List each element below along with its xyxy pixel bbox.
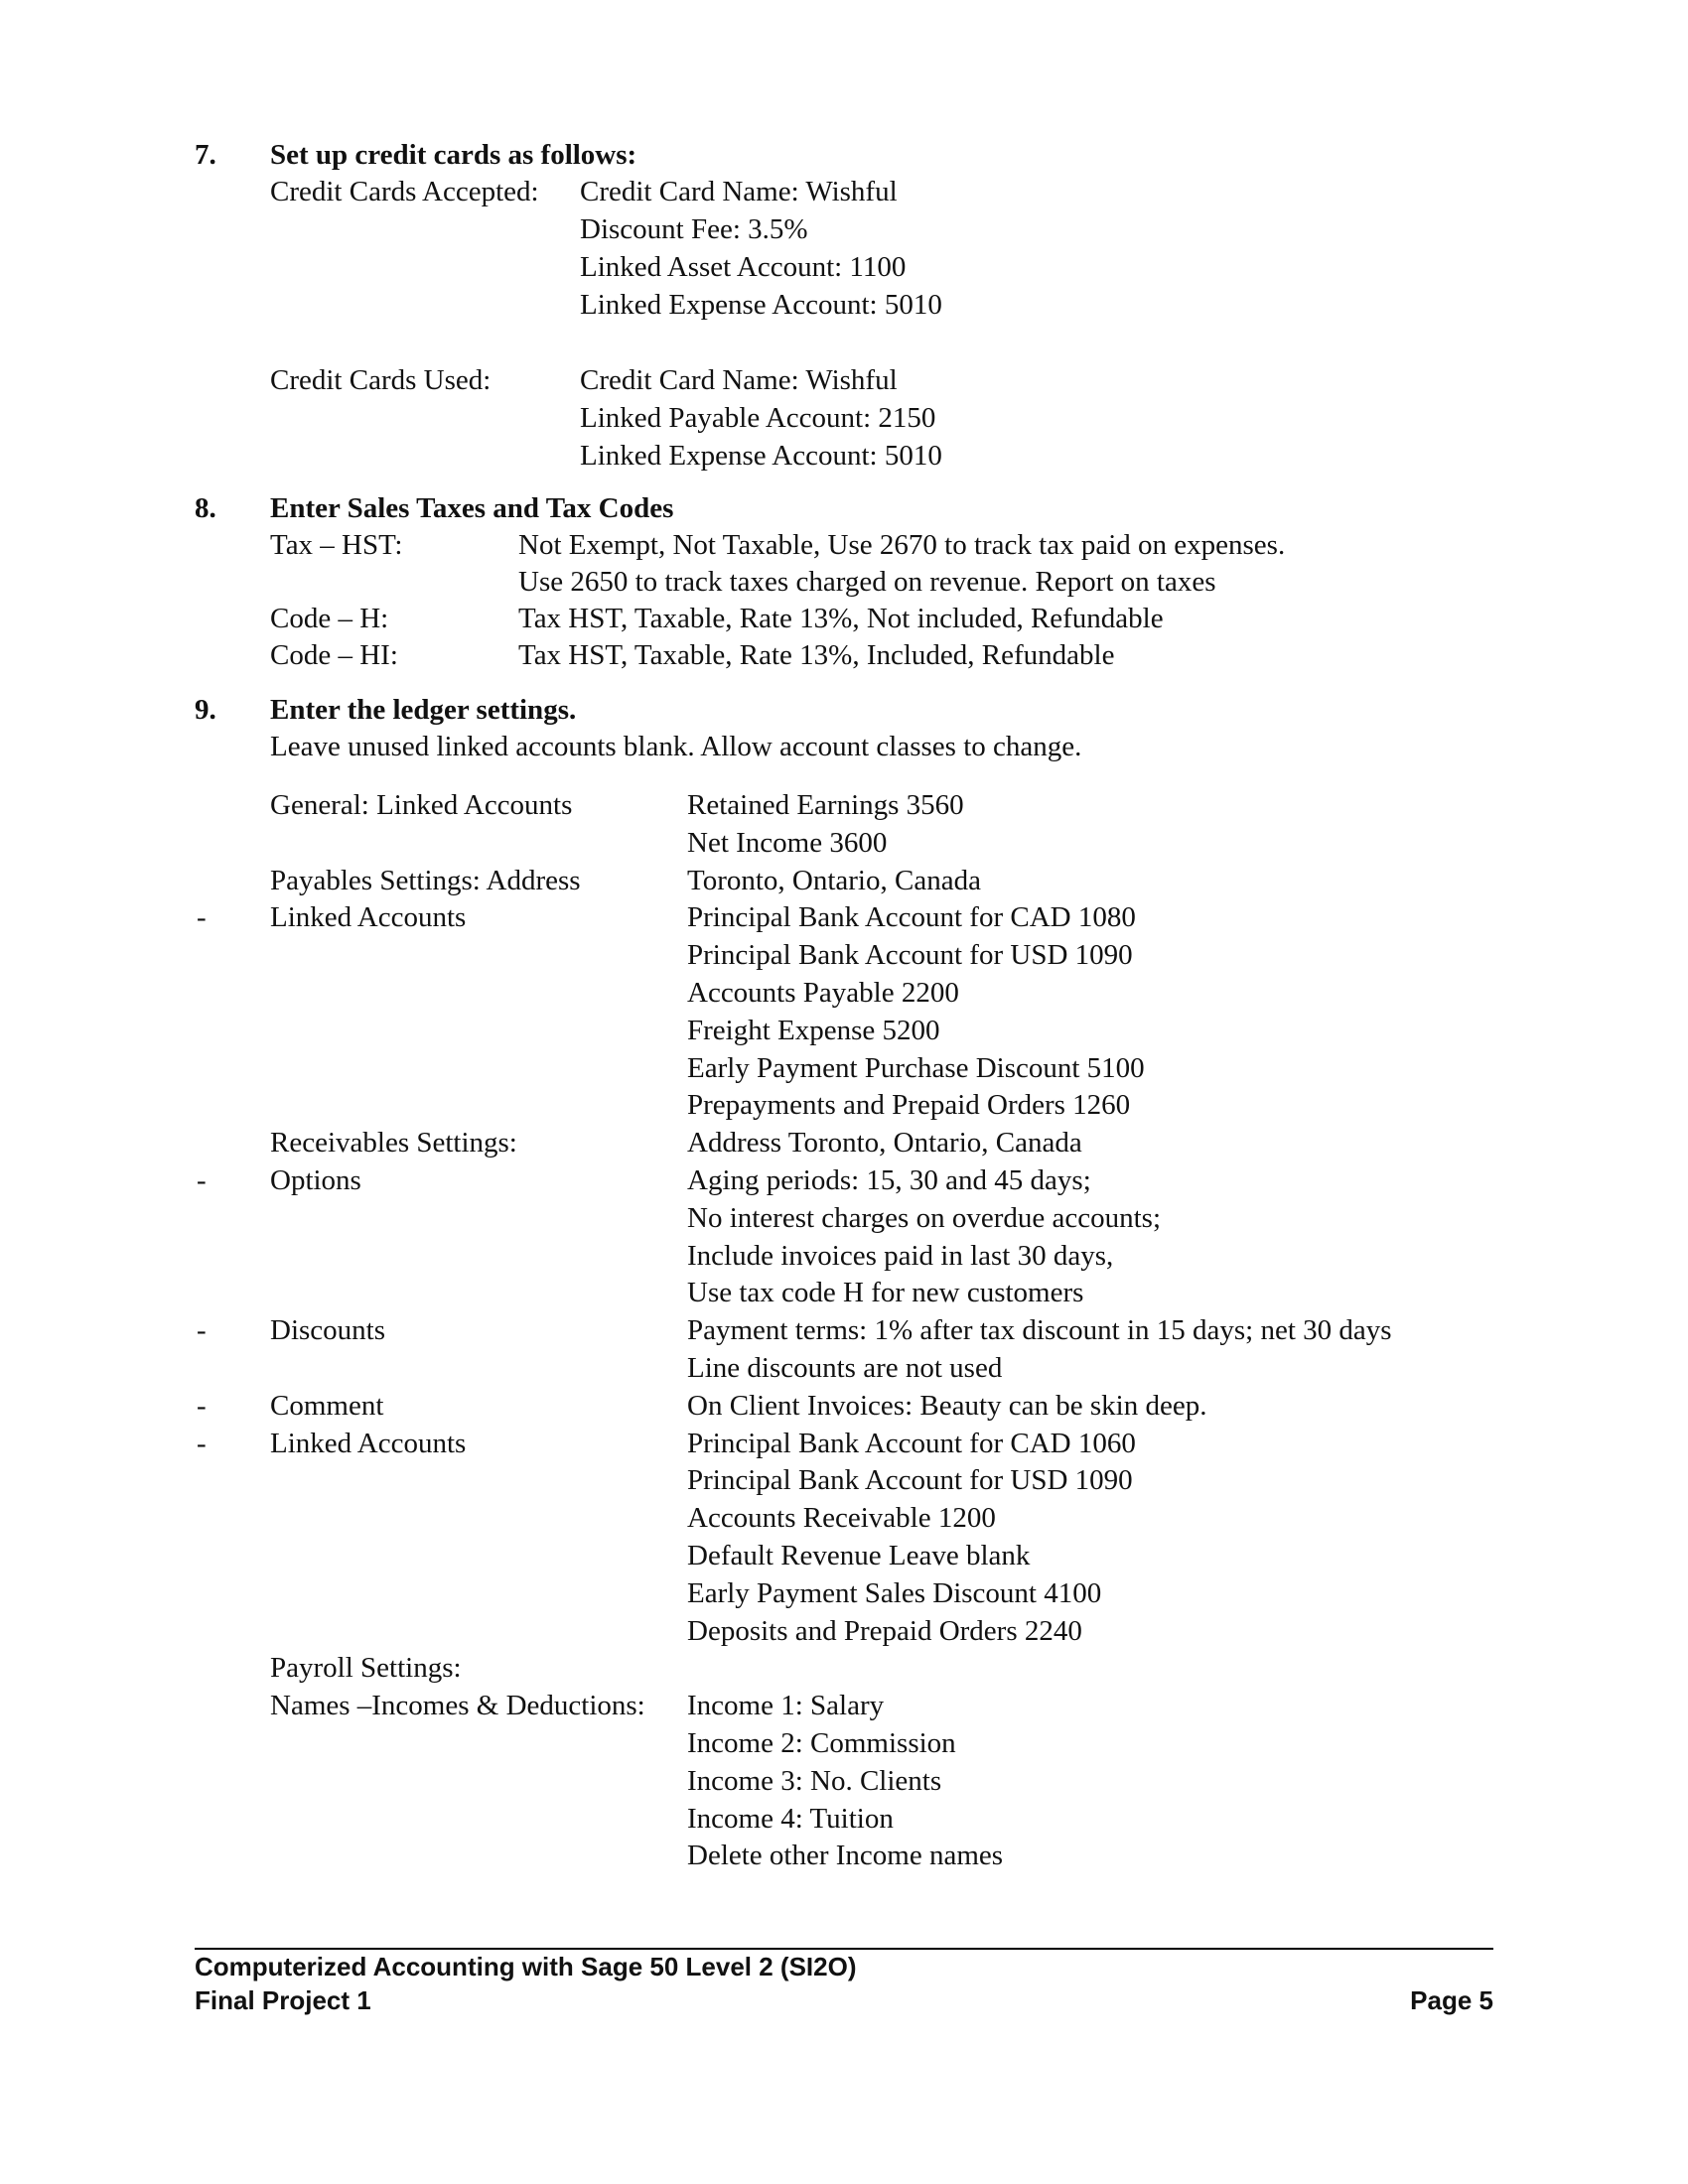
ledger-row-value: Principal Bank Account for USD 1090 <box>687 1464 1133 1496</box>
ledger-row-label: General: Linked Accounts <box>270 789 573 821</box>
step-8-heading: Enter Sales Taxes and Tax Codes <box>270 492 674 524</box>
accepted-line: Linked Expense Account: 5010 <box>580 289 942 321</box>
footer-course-title: Computerized Accounting with Sage 50 Level 2 (SI2O) <box>195 1952 857 1981</box>
ledger-row-value: Default Revenue Leave blank <box>687 1540 1031 1571</box>
ledger-row-value: Income 4: Tuition <box>687 1803 894 1835</box>
step-8-number: 8. <box>195 492 216 524</box>
accepted-line: Discount Fee: 3.5% <box>580 213 808 245</box>
step-9-number: 9. <box>195 694 216 726</box>
ledger-row-value: Principal Bank Account for CAD 1080 <box>687 901 1136 933</box>
step-7-heading: Set up credit cards as follows: <box>270 139 637 171</box>
ledger-row-label: Linked Accounts <box>270 901 467 933</box>
step-9-intro: Leave unused linked accounts blank. Allow account classes to change. <box>270 731 1082 762</box>
ledger-row-value: Use tax code H for new customers <box>687 1277 1084 1308</box>
ledger-row-label: Payables Settings: Address <box>270 865 581 896</box>
tax-row-value: Not Exempt, Not Taxable, Use 2670 to track tax paid on expenses. <box>518 529 1286 561</box>
tax-row-label: Code – HI: <box>270 639 398 671</box>
used-line: Linked Expense Account: 5010 <box>580 440 942 472</box>
ledger-row-value: Retained Earnings 3560 <box>687 789 964 821</box>
accepted-line: Credit Card Name: Wishful <box>580 176 898 207</box>
bullet-dash: - <box>197 901 207 933</box>
accepted-line: Linked Asset Account: 1100 <box>580 251 907 283</box>
ledger-row-value: Net Income 3600 <box>687 827 888 859</box>
step-7-number: 7. <box>195 139 216 171</box>
footer-divider <box>195 1948 1493 1950</box>
bullet-dash: - <box>197 1428 207 1459</box>
ledger-row-label: Payroll Settings: <box>270 1652 462 1684</box>
ledger-row-value: Early Payment Purchase Discount 5100 <box>687 1052 1145 1084</box>
ledger-row-value: Accounts Payable 2200 <box>687 977 959 1009</box>
ledger-row-value: Early Payment Sales Discount 4100 <box>687 1577 1102 1609</box>
ledger-row-label: Discounts <box>270 1314 385 1346</box>
ledger-row-value: Income 1: Salary <box>687 1690 885 1721</box>
tax-row-value: Tax HST, Taxable, Rate 13%, Included, Refundable <box>518 639 1115 671</box>
ledger-row-value: Deposits and Prepaid Orders 2240 <box>687 1615 1082 1647</box>
ledger-row-value: Prepayments and Prepaid Orders 1260 <box>687 1089 1131 1121</box>
ledger-row-value: Principal Bank Account for USD 1090 <box>687 939 1133 971</box>
ledger-row-value: Principal Bank Account for CAD 1060 <box>687 1428 1136 1459</box>
bullet-dash: - <box>197 1314 207 1346</box>
ledger-row-label: Names –Incomes & Deductions: <box>270 1690 645 1721</box>
tax-row-value: Tax HST, Taxable, Rate 13%, Not included, Refundable <box>518 603 1164 634</box>
used-line: Credit Card Name: Wishful <box>580 364 898 396</box>
ledger-row-value: Address Toronto, Ontario, Canada <box>687 1127 1082 1159</box>
footer-page-number: Page 5 <box>1410 1985 1493 2015</box>
ledger-row-label: Linked Accounts <box>270 1428 467 1459</box>
ledger-row-value: Income 2: Commission <box>687 1727 956 1759</box>
ledger-row-value: Freight Expense 5200 <box>687 1015 940 1046</box>
ledger-row-value: No interest charges on overdue accounts; <box>687 1202 1161 1234</box>
bullet-dash: - <box>197 1164 207 1196</box>
bullet-dash: - <box>197 1390 207 1422</box>
ledger-row-value: Delete other Income names <box>687 1840 1004 1871</box>
ledger-row-label: Options <box>270 1164 361 1196</box>
step-9-heading: Enter the ledger settings. <box>270 694 577 726</box>
ledger-row-value: Toronto, Ontario, Canada <box>687 865 981 896</box>
tax-row-label: Tax – HST: <box>270 529 403 561</box>
tax-row-label: Code – H: <box>270 603 389 634</box>
footer-project-name: Final Project 1 <box>195 1985 371 2015</box>
ledger-row-value: Line discounts are not used <box>687 1352 1003 1384</box>
ledger-row-label: Receivables Settings: <box>270 1127 517 1159</box>
ledger-row-label: Comment <box>270 1390 384 1422</box>
ledger-row-value: Accounts Receivable 1200 <box>687 1502 996 1534</box>
tax-row-value: Use 2650 to track taxes charged on revenue. Report on taxes <box>518 566 1216 598</box>
ledger-row-value: On Client Invoices: Beauty can be skin deep. <box>687 1390 1207 1422</box>
used-line: Linked Payable Account: 2150 <box>580 402 936 434</box>
ledger-row-value: Aging periods: 15, 30 and 45 days; <box>687 1164 1091 1196</box>
ledger-row-value: Include invoices paid in last 30 days, <box>687 1240 1114 1272</box>
credit-cards-accepted-label: Credit Cards Accepted: <box>270 176 539 207</box>
credit-cards-used-label: Credit Cards Used: <box>270 364 492 396</box>
ledger-row-value: Payment terms: 1% after tax discount in 15 days; net 30 days <box>687 1314 1392 1346</box>
ledger-row-value: Income 3: No. Clients <box>687 1765 942 1797</box>
